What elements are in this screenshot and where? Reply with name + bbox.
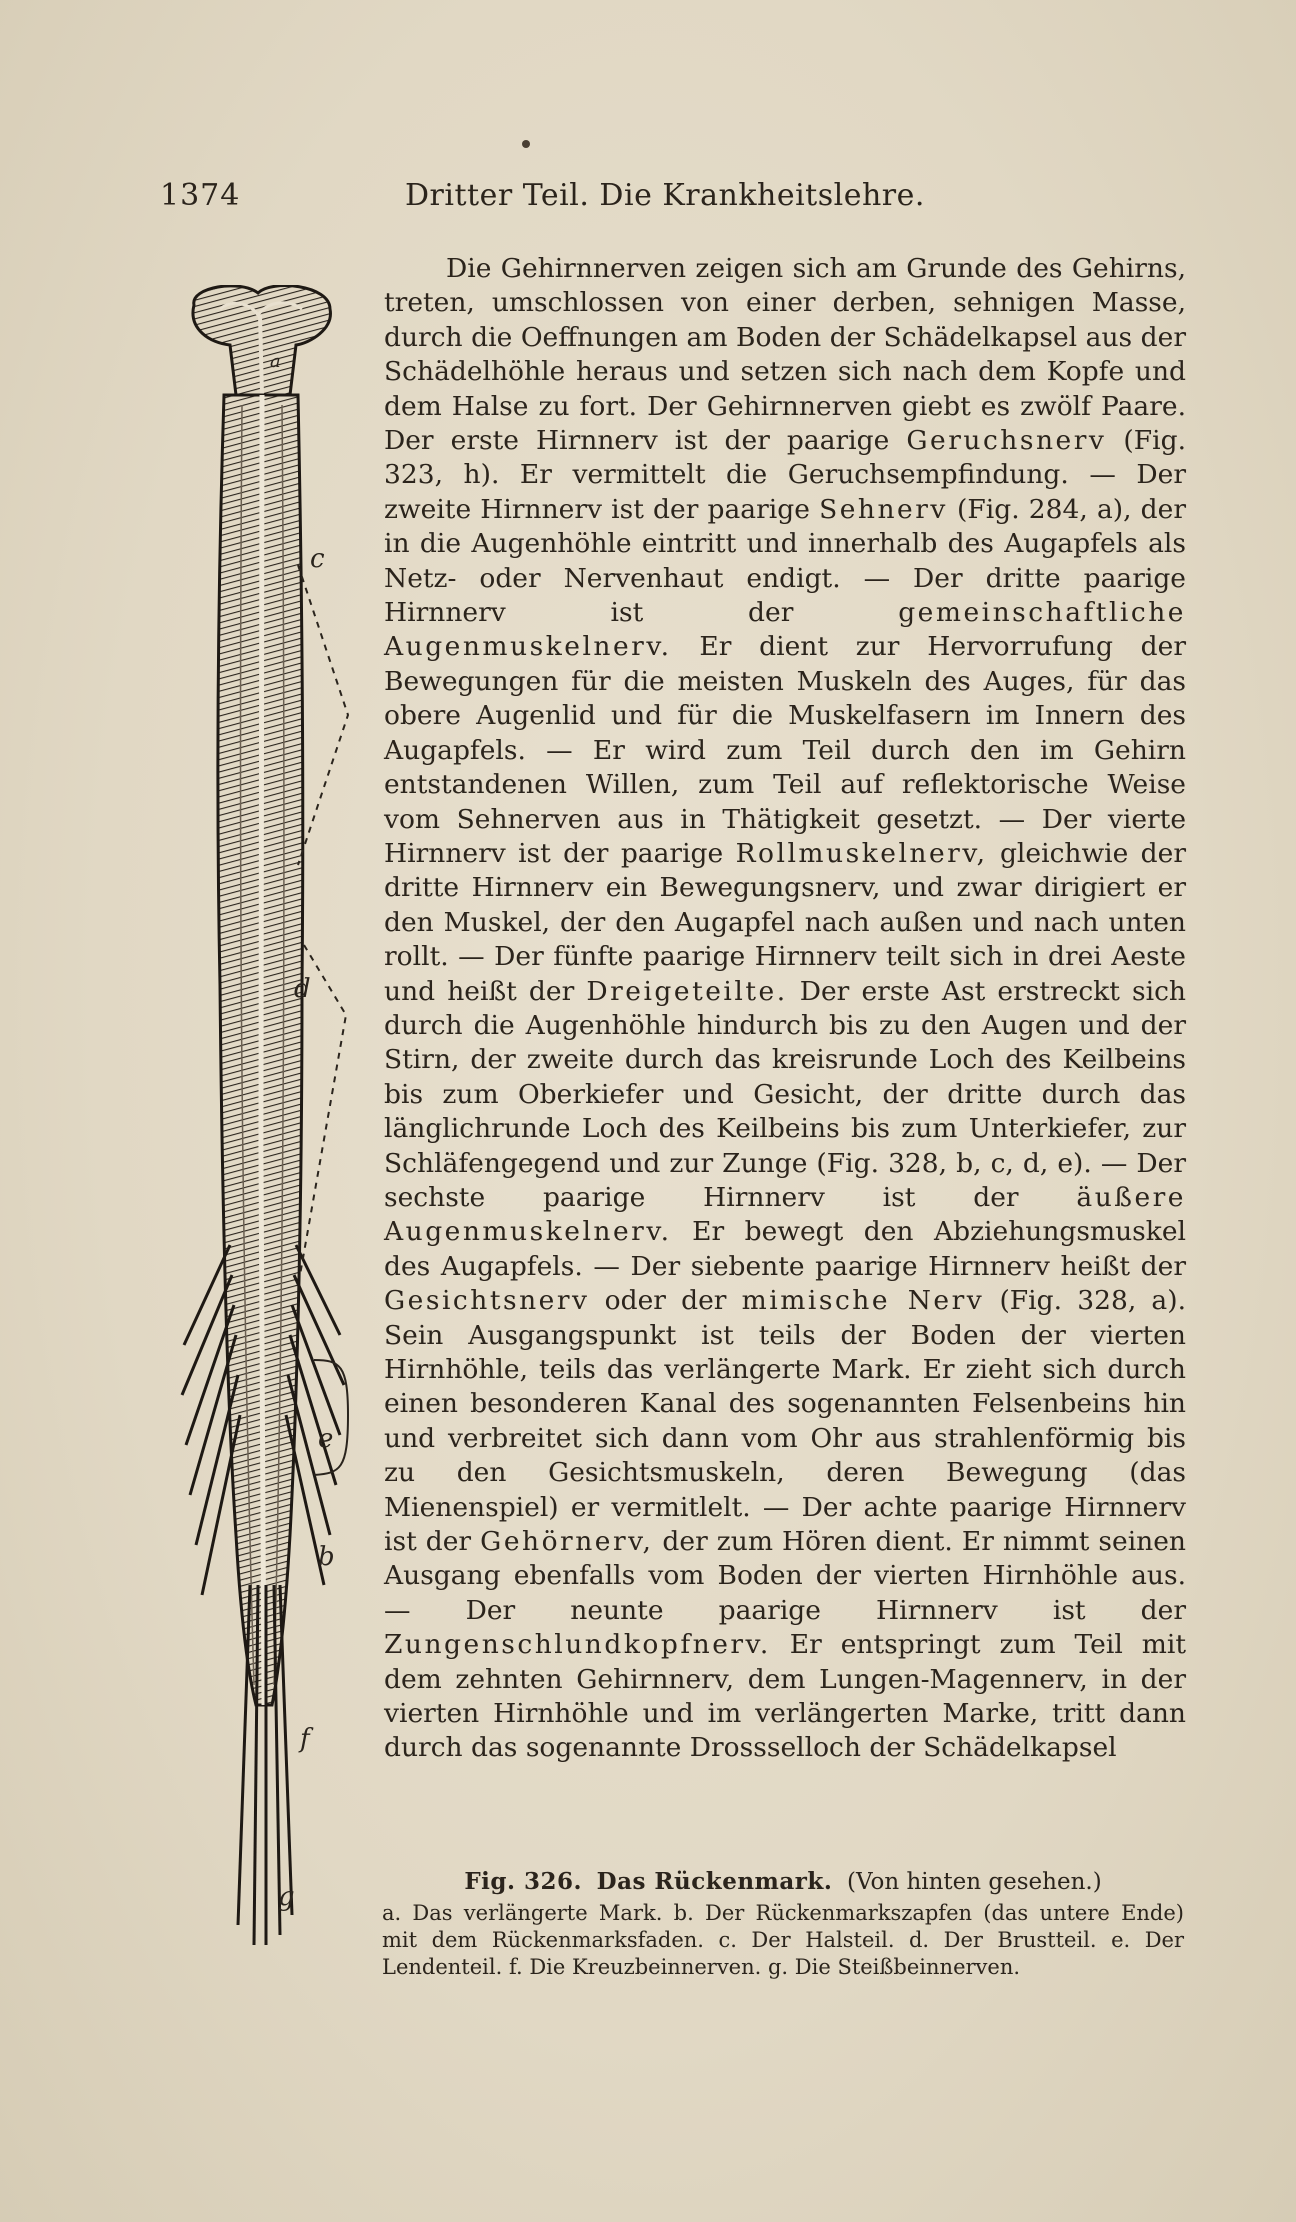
medulla-oblongata (193, 286, 330, 395)
term-geruchsnerv: Geruchsnerv (906, 425, 1107, 457)
caption-subtitle: (Von hinten gesehen.) (847, 1869, 1102, 1895)
spinal-cord-body (218, 395, 303, 1705)
term-aeusserer-augenmuskelnerv: äußere Augenmuskelnerv. (384, 1181, 1186, 1248)
figure-label-d: d (294, 974, 311, 1004)
figure-label-f: f (300, 1724, 310, 1754)
figure-label-g: g (278, 1882, 295, 1912)
body-paragraph: Die Gehirnnerven zeigen sich am Grunde des Gehirns, treten, umschlossen von einer derben, sehnigen Masse, durch die Oeffnungen am Boden der Schädelkapsel aus der Schädelhöhle heraus und setzen sich nach dem Kopfe und dem Halse zu fort. Der Gehirnnerven giebt es zwölf Paare. Der erste Hirnnerv ist der paarige Geruchsnerv (Fig. 323, h). Er vermittelt die Geruchsempfindung. — Der zweite Hirnnerv ist der paarige Sehnerv (Fig. 284, a), der in die Augenhöhle eintritt und innerhalb des Augapfels als Netz- oder Nervenhaut endigt. — Der dritte paarige Hirnnerv ist der gemeinschaftliche Augenmuskelnerv. Er dient zur Hervorrufung der Bewegungen für die meisten Muskeln des Auges, für das obere Augenlid und für die Muskelfasern im Innern des Augapfels. — Er wird zum Teil durch den im Gehirn entstandenen Willen, zum Teil auf reflektorische Weise vom Sehnerven aus in Thätigkeit gesetzt. — Der vierte Hirnnerv ist der paarige Rollmuskelnerv, gleichwie der dritte Hirnnerv ein Bewegungsnerv, und zwar dirigiert er den Muskel, der den Augapfel nach außen und nach unten rollt. — Der fünfte paarige Hirnnerv teilt sich in drei Aeste und heißt der Dreigeteilte. Der erste Ast erstreckt sich durch die Augenhöhle hindurch bis zu den Augen und der Stirn, der zweite durch das kreisrunde Loch des Keilbeins bis zum Oberkiefer und Gesicht, der dritte durch das länglichrunde Loch des Keilbeins bis zum Unterkiefer, zur Schläfengegend und zur Zunge (Fig. 328, b, c, d, e). — Der sechste paarige Hirnnerv ist der äußere Augenmuskelnerv. Er bewegt den Abziehungsmuskel des Augapfels. — Der siebente paarige Hirnnerv heißt der Gesichtsnerv oder der mimische Nerv (Fig. 328, a). Sein Ausgangspunkt ist teils der Boden der vierten Hirnhöhle, teils das verlängerte Mark. Er zieht sich durch einen besonderen Kanal des sogenannten Felsenbeins hin und verbreitet sich dann vom Ohr aus strahlenförmig bis zu den Gesichtsmuskeln, deren Bewegung (das Mienenspiel) er vermitlelt. — Der achte paarige Hirnnerv ist der Gehörnerv, der zum Hören dient. Er nimmt seinen Ausgang ebenfalls vom Boden der vierten Hirnhöhle aus. — Der neunte paarige Hirnnerv ist der Zungenschlundkopfnerv. Er entspringt zum Teil mit dem zehnten Gehirnnerv, dem Lungen-Magennerv, in der vierten Hirnhöhle und im verlängerten Marke, tritt dann durch das sogenannte Drossselloch der Schädelkapsel (384, 253, 1187, 1764)
term-augenmuskelnerv: gemeinschaftliche Augenmuskelnerv. (384, 597, 1186, 663)
term-rollmuskelnerv: Rollmuskelnerv, (735, 837, 988, 869)
caption-legend: a. Das verlängerte Mark. b. Der Rückenmarkszapfen (das untere Ende) mit dem Rückenmarksfaden. c. Der Halsteil. d. Der Brustteil. e. Der Lendenteil. f. Die Kreuzbeinnerven. g. Die Steißbeinnerven. (382, 1901, 1184, 1979)
term-mimischer-nerv: mimische Nerv (741, 1285, 985, 1317)
term-gesichtsnerv: Gesichtsnerv (384, 1285, 590, 1317)
ink-speck (522, 140, 530, 148)
caption-figure-number: Fig. 326. (464, 1868, 582, 1895)
term-sehnerv: Sehnerv (819, 493, 948, 525)
term-gehoernerv: Gehörnerv, (480, 1526, 654, 1558)
figure-label-a: a (270, 351, 281, 372)
figure-caption (382, 1868, 1184, 1981)
figure-label-c: c (310, 544, 325, 574)
caption-heading: Das Rückenmark. (596, 1868, 833, 1895)
figure-label-b: b (318, 1542, 335, 1572)
page-number: 1374 (160, 178, 241, 213)
running-title: Dritter Teil. Die Krankheitslehre. (405, 178, 925, 213)
spinal-cord-illustration (180, 285, 360, 1965)
label-brackets (298, 565, 348, 1275)
caption-title (382, 1868, 1184, 1896)
term-zungenschlundkopfnerv: Zungenschlundkopfnerv. (384, 1629, 771, 1661)
page-header (160, 178, 1180, 228)
term-dreigeteilte: Dreigeteilte. (586, 975, 788, 1007)
figure-label-e: e (318, 1424, 334, 1454)
body-text (384, 252, 1186, 1766)
